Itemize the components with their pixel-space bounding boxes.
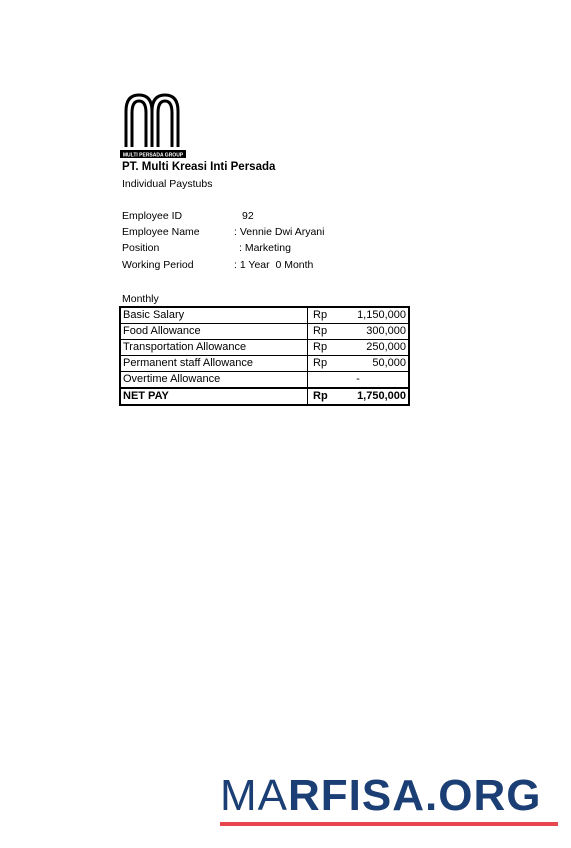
table-row — [120, 307, 409, 324]
pay-item-amount: 250,000 — [351, 340, 409, 356]
employee-name-label: Employee Name — [122, 226, 200, 238]
watermark-underline — [220, 822, 558, 826]
employee-id-value: 92 — [242, 210, 254, 222]
document-subtitle: Individual Paystubs — [122, 178, 213, 190]
company-name: PT. Multi Kreasi Inti Persada — [122, 161, 276, 173]
table-row — [120, 356, 409, 372]
pay-item-label: Transportation Allowance — [120, 340, 308, 356]
svg-text:MULTI PERSADA GROUP: MULTI PERSADA GROUP — [122, 152, 184, 159]
employee-name-value: : Vennie Dwi Aryani — [234, 226, 325, 238]
pay-item-currency: Rp — [308, 307, 352, 324]
pay-item-amount: - — [308, 372, 410, 389]
working-period-value: : 1 Year 0 Month — [234, 259, 314, 271]
watermark-text-ma: MA — [220, 771, 288, 820]
watermark-text-org: .ORG — [425, 771, 542, 820]
pay-table — [119, 306, 410, 406]
pay-item-label: Permanent staff Allowance — [120, 356, 308, 372]
pay-item-label: Food Allowance — [120, 324, 308, 340]
net-pay-label: NET PAY — [120, 388, 308, 405]
watermark-text-rfisa: RFISA — [288, 771, 425, 820]
position-label: Position — [122, 242, 160, 254]
employee-id-label: Employee ID — [122, 210, 183, 222]
working-period-label: Working Period — [122, 259, 194, 271]
table-row — [120, 372, 409, 389]
pay-item-currency: Rp — [308, 356, 352, 372]
monthly-label: Monthly — [122, 293, 159, 305]
pay-item-amount: 1,150,000 — [351, 307, 409, 324]
table-row — [120, 324, 409, 340]
pay-item-currency: Rp — [308, 340, 352, 356]
pay-item-label: Overtime Allowance — [120, 372, 308, 389]
working-period-row — [122, 259, 314, 295]
pay-item-label: Basic Salary — [120, 307, 308, 324]
pay-item-amount: 50,000 — [351, 356, 409, 372]
pay-item-currency: Rp — [308, 324, 352, 340]
net-pay-row — [120, 388, 409, 405]
table-row — [120, 340, 409, 356]
position-value: : Marketing — [239, 242, 291, 254]
watermark-logo — [220, 771, 558, 826]
net-pay-currency: Rp — [308, 388, 352, 405]
pay-item-amount: 300,000 — [351, 324, 409, 340]
company-logo — [120, 91, 186, 159]
net-pay-amount: 1,750,000 — [351, 388, 409, 405]
